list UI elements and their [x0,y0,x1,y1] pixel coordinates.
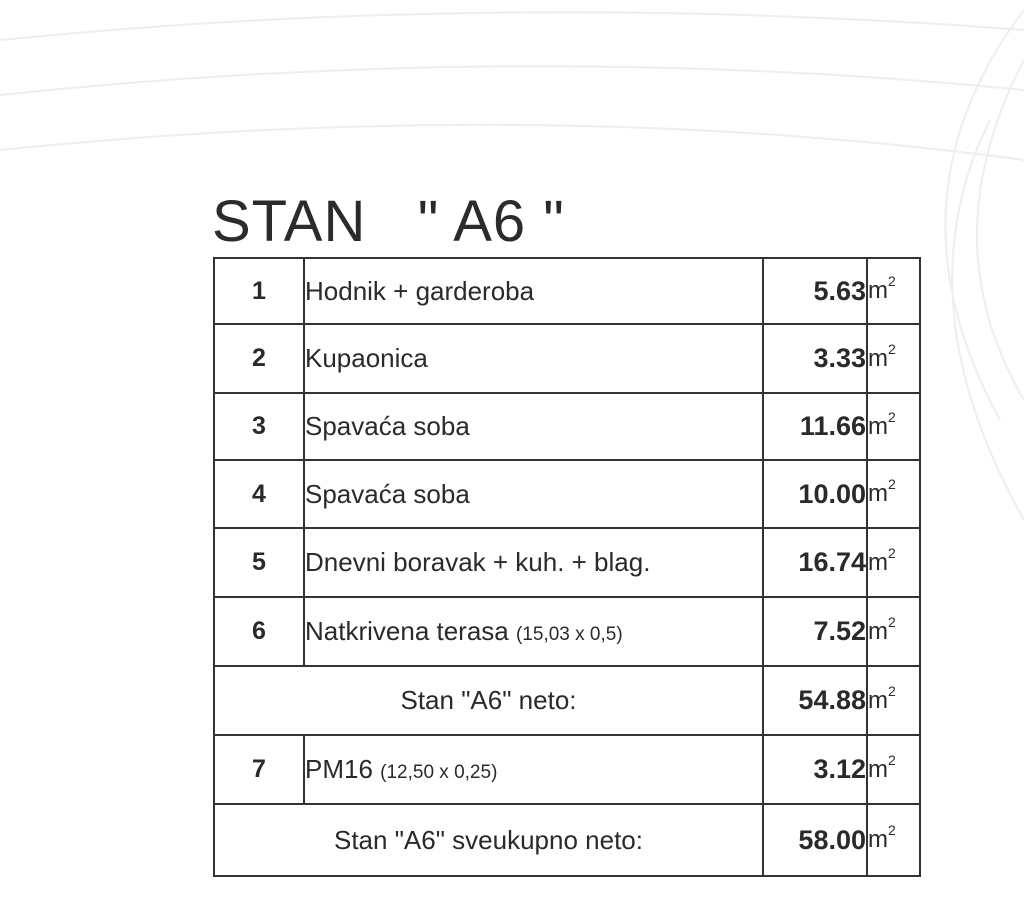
summary-row [214,804,920,876]
area-unit [867,528,920,597]
unit-exponent: 2 [888,408,896,425]
room-name-text: PM16 [305,754,381,784]
unit-base: m [868,617,888,645]
room-name [304,735,763,804]
room-number: 7 [214,735,304,804]
room-name [304,393,763,460]
table-row [214,528,920,597]
room-area: 3.33 [763,324,867,393]
room-name [304,528,763,597]
unit-exponent: 2 [888,682,896,699]
room-dimensions: (15,03 x 0,5) [515,624,623,645]
unit-exponent: 2 [888,340,896,357]
unit-exponent: 2 [888,544,896,561]
room-number: 4 [214,460,304,528]
table-row [214,735,920,804]
table-row [214,324,920,393]
unit-base: m [868,412,888,440]
room-number: 3 [214,393,304,460]
summary-label: Stan "A6" neto: [214,666,763,735]
unit-base: m [868,686,888,714]
area-unit [867,258,920,324]
room-area: 3.12 [763,735,867,804]
room-name-text: Spavaća soba [305,411,470,441]
room-area: 11.66 [763,393,867,460]
unit-exponent: 2 [888,273,896,289]
room-name-text: Kupaonica [305,343,428,373]
room-name-text: Dnevni boravak + kuh. + blag. [305,547,651,577]
table-row [214,258,920,324]
area-unit [867,460,920,528]
area-unit [867,804,920,876]
room-name-text: Hodnik + garderoba [305,275,535,306]
unit-exponent: 2 [888,613,896,630]
room-name [304,597,763,666]
area-unit [867,393,920,460]
area-unit [867,597,920,666]
area-unit [867,666,920,735]
unit-base: m [868,277,888,304]
unit-base: m [868,344,888,372]
table-row [214,393,920,460]
table-row [214,597,920,666]
table-row [214,460,920,528]
unit-base: m [868,755,888,783]
summary-area: 54.88 [763,666,867,735]
unit-base: m [868,480,888,507]
room-number: 5 [214,528,304,597]
summary-row [214,666,920,735]
room-area: 16.74 [763,528,867,597]
unit-exponent: 2 [888,822,896,838]
total-area: 58.00 [763,804,867,876]
room-number: 1 [214,258,304,324]
room-number: 6 [214,597,304,666]
unit-exponent: 2 [888,751,896,768]
room-area: 10.00 [763,460,867,528]
page-title: STAN " A6 " [212,189,565,254]
room-name-text: Natkrivena terasa [305,616,516,646]
room-name [304,258,763,324]
room-area: 5.63 [763,258,867,324]
room-name-text: Spavaća soba [305,478,470,509]
unit-base: m [868,826,888,853]
total-label: Stan "A6" sveukupno neto: [214,804,763,876]
unit-exponent: 2 [888,476,896,492]
room-name [304,460,763,528]
area-unit [867,324,920,393]
room-area: 7.52 [763,597,867,666]
room-number: 2 [214,324,304,393]
room-area-table [213,257,921,877]
room-name [304,324,763,393]
unit-base: m [868,548,888,576]
area-unit [867,735,920,804]
room-dimensions: (12,50 x 0,25) [380,762,498,783]
